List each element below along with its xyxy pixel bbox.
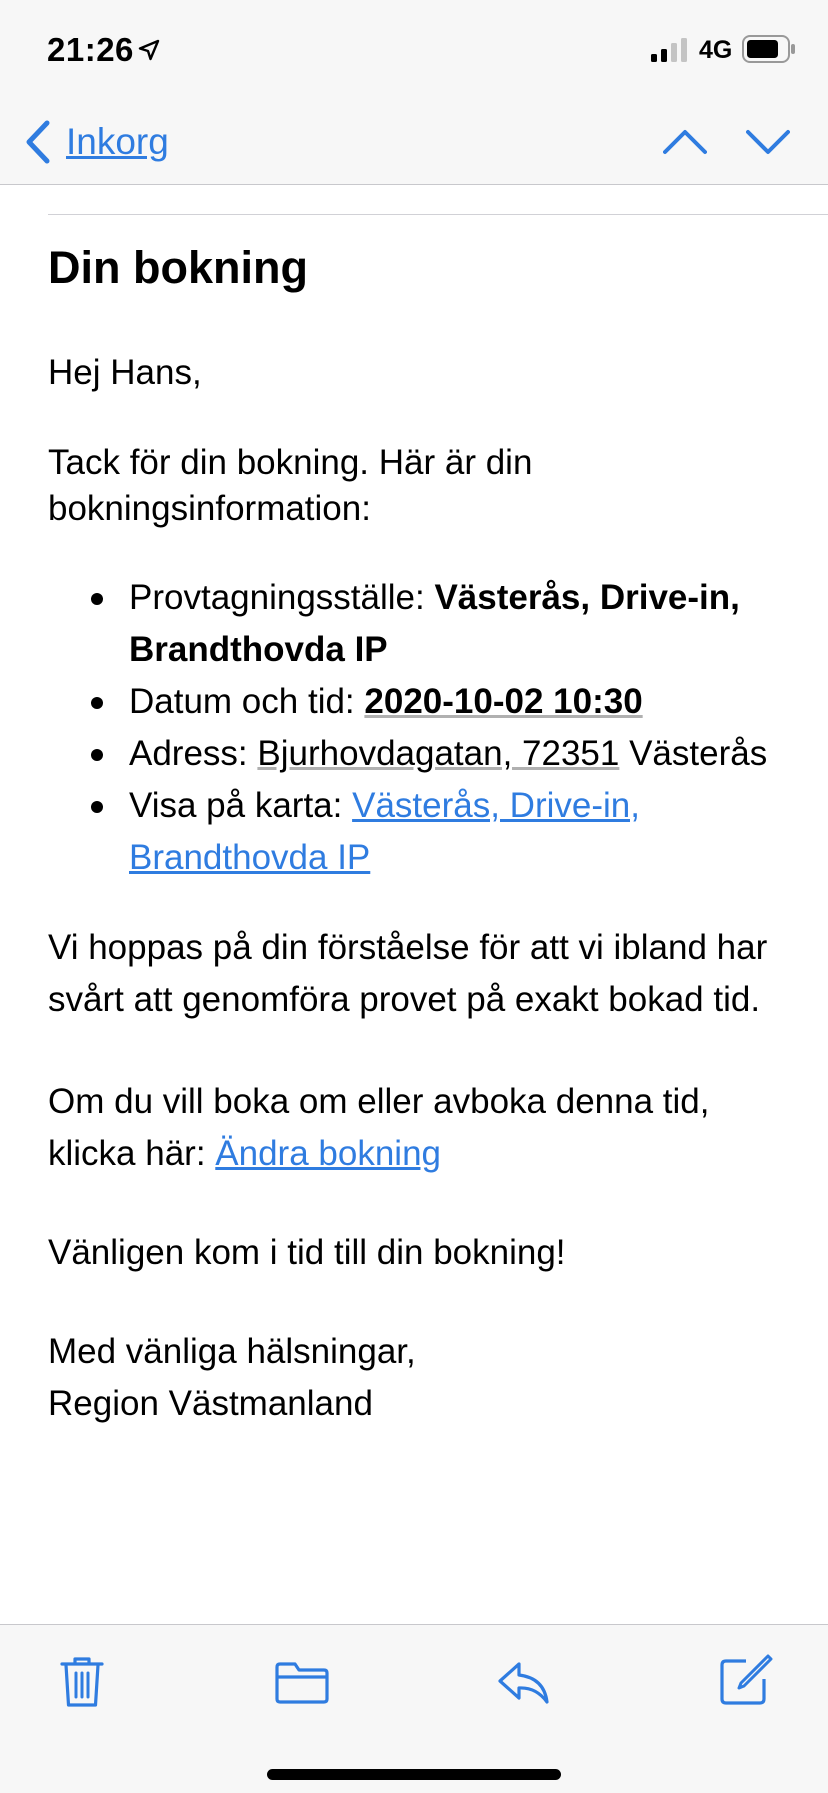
chevron-up-icon[interactable]	[663, 120, 707, 164]
home-indicator[interactable]	[267, 1769, 561, 1780]
list-item-map	[48, 780, 788, 884]
signature-text: Region Västmanland	[48, 1384, 373, 1423]
folder-icon	[272, 1651, 332, 1711]
datetime-link[interactable]: 2020-10-02 10:30	[364, 682, 643, 721]
item-label: Provtagningsställe:	[129, 578, 435, 617]
rebook-paragraph	[48, 1076, 788, 1180]
item-label: Adress:	[129, 734, 258, 773]
chevron-left-icon	[22, 119, 52, 165]
closing-paragraph	[48, 1326, 788, 1430]
status-time: 21:26	[47, 31, 134, 68]
back-button[interactable]	[22, 118, 169, 166]
email-intro: Tack för din bokning. Här är din bokningsinformation:	[48, 443, 533, 528]
trash-button[interactable]	[52, 1651, 112, 1711]
item-value: Västerås, Drive-in, Brandthovda IP	[129, 578, 740, 669]
back-label: Inkorg	[66, 121, 169, 162]
punctual-paragraph: Vänligen kom i tid till din bokning!	[48, 1233, 566, 1272]
reply-icon	[494, 1651, 554, 1711]
email-greeting: Hej Hans,	[48, 353, 202, 392]
address-link[interactable]: Bjurhovdagatan, 72351	[257, 734, 620, 773]
bottom-toolbar	[0, 1624, 828, 1793]
navigation-bar	[0, 100, 828, 185]
list-item-address	[48, 728, 788, 780]
status-bar	[0, 0, 828, 100]
trash-icon	[52, 1651, 112, 1711]
address-city: Västerås	[619, 734, 768, 773]
list-item-datetime	[48, 676, 788, 728]
battery-icon	[742, 35, 796, 63]
item-label: Visa på karta:	[129, 786, 353, 825]
move-folder-button[interactable]	[272, 1651, 332, 1711]
email-body	[48, 238, 788, 1430]
chevron-down-icon[interactable]	[746, 120, 790, 164]
rebook-text: Om du vill boka om eller avboka denna tid, klicka här:	[48, 1082, 710, 1173]
network-type: 4G	[699, 36, 733, 64]
list-item-location	[48, 572, 788, 676]
header-divider	[48, 214, 828, 215]
email-subject: Din bokning	[48, 242, 308, 293]
signal-icon	[651, 38, 689, 62]
map-link[interactable]: Västerås, Drive-in, Brandthovda IP	[129, 786, 640, 877]
reply-button[interactable]	[494, 1651, 554, 1711]
booking-info-list	[48, 572, 788, 884]
location-arrow-icon	[137, 38, 161, 62]
compose-icon	[714, 1651, 774, 1711]
closing-text: Med vänliga hälsningar,	[48, 1332, 416, 1371]
change-booking-link[interactable]: Ändra bokning	[215, 1134, 442, 1173]
item-label: Datum och tid:	[129, 682, 365, 721]
delay-paragraph: Vi hoppas på din förståelse för att vi ibland har svårt att genomföra provet på exakt bokad tid.	[48, 928, 768, 1019]
compose-button[interactable]	[714, 1651, 774, 1711]
